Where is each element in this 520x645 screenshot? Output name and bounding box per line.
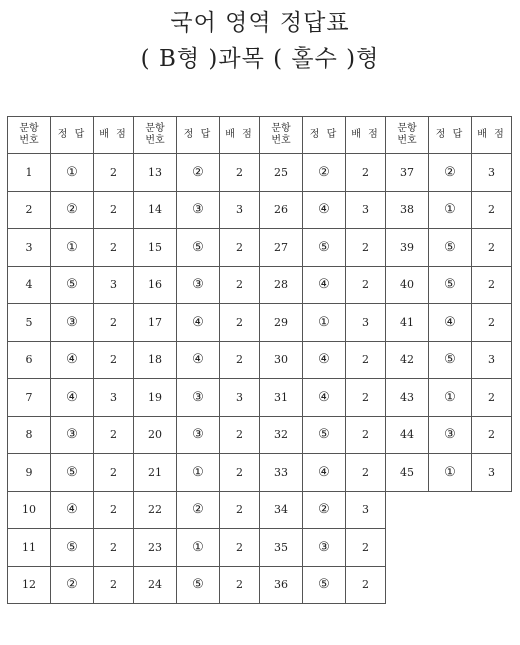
question-number-cell: 14 [134, 191, 177, 229]
points-cell: 3 [472, 341, 512, 379]
points-cell: 3 [346, 491, 386, 529]
table-row [8, 266, 512, 304]
answer-cell: ② [177, 154, 220, 192]
empty-cell [472, 491, 512, 529]
answer-cell: ③ [177, 266, 220, 304]
question-number-cell: 41 [386, 304, 429, 342]
points-cell: 2 [346, 416, 386, 454]
subtitle-subject: 과목 [218, 46, 265, 72]
question-number-cell: 35 [260, 529, 303, 567]
points-cell: 3 [472, 454, 512, 492]
table-row [8, 304, 512, 342]
answer-cell: ③ [51, 304, 94, 342]
question-number-cell: 25 [260, 154, 303, 192]
question-number-cell: 8 [8, 416, 51, 454]
answer-cell: ④ [303, 266, 346, 304]
answer-cell: ② [303, 154, 346, 192]
question-number-cell: 4 [8, 266, 51, 304]
question-number-cell: 1 [8, 154, 51, 192]
answer-cell: ④ [51, 379, 94, 417]
table-row [8, 529, 512, 567]
points-cell: 2 [94, 454, 134, 492]
question-number-cell: 3 [8, 229, 51, 267]
answer-cell: ④ [303, 191, 346, 229]
header-question-number: 문항 번호 [134, 117, 177, 154]
points-cell: 3 [94, 379, 134, 417]
answer-cell: ④ [51, 341, 94, 379]
header-answer: 정 답 [51, 117, 94, 154]
question-number-cell: 26 [260, 191, 303, 229]
answer-cell: ⑤ [303, 416, 346, 454]
header-points: 배 점 [94, 117, 134, 154]
answer-cell: ③ [429, 416, 472, 454]
points-cell: 2 [94, 154, 134, 192]
answer-cell: ④ [177, 304, 220, 342]
answer-cell: ③ [303, 529, 346, 567]
answer-cell: ④ [177, 341, 220, 379]
answer-cell: ④ [51, 491, 94, 529]
points-cell: 3 [346, 191, 386, 229]
question-number-cell: 44 [386, 416, 429, 454]
question-number-cell: 21 [134, 454, 177, 492]
answer-cell: ③ [177, 416, 220, 454]
question-number-cell: 45 [386, 454, 429, 492]
question-number-cell: 17 [134, 304, 177, 342]
answer-cell: ② [177, 491, 220, 529]
header-question-number: 문항 번호 [8, 117, 51, 154]
answer-cell: ④ [303, 379, 346, 417]
question-number-cell: 37 [386, 154, 429, 192]
answer-cell: ① [429, 191, 472, 229]
answer-table [7, 116, 512, 604]
points-cell: 2 [220, 529, 260, 567]
points-cell: 3 [94, 266, 134, 304]
answer-cell: ⑤ [429, 229, 472, 267]
question-number-cell: 18 [134, 341, 177, 379]
points-cell: 2 [94, 341, 134, 379]
table-row [8, 154, 512, 192]
answer-cell: ① [429, 379, 472, 417]
points-cell: 2 [346, 154, 386, 192]
answer-cell: ⑤ [51, 454, 94, 492]
empty-cell [429, 491, 472, 529]
table-row [8, 491, 512, 529]
answer-cell: ⑤ [51, 529, 94, 567]
question-number-cell: 15 [134, 229, 177, 267]
table-row [8, 566, 512, 604]
question-number-cell: 11 [8, 529, 51, 567]
points-cell: 2 [220, 491, 260, 529]
answer-cell: ② [51, 191, 94, 229]
question-number-cell: 9 [8, 454, 51, 492]
answer-cell: ① [303, 304, 346, 342]
table-row [8, 191, 512, 229]
answer-cell: ③ [177, 191, 220, 229]
header-row [8, 117, 512, 154]
header-points: 배 점 [346, 117, 386, 154]
question-number-cell: 28 [260, 266, 303, 304]
empty-cell [429, 566, 472, 604]
answer-cell: ② [429, 154, 472, 192]
table-row [8, 341, 512, 379]
points-cell: 2 [472, 191, 512, 229]
points-cell: 2 [220, 566, 260, 604]
answer-cell: ④ [303, 341, 346, 379]
points-cell: 2 [346, 566, 386, 604]
points-cell: 3 [220, 191, 260, 229]
question-number-cell: 33 [260, 454, 303, 492]
header-points: 배 점 [472, 117, 512, 154]
answer-cell: ① [177, 529, 220, 567]
points-cell: 2 [94, 566, 134, 604]
points-cell: 2 [94, 416, 134, 454]
question-number-cell: 32 [260, 416, 303, 454]
question-number-cell: 2 [8, 191, 51, 229]
points-cell: 2 [220, 229, 260, 267]
answer-cell: ⑤ [303, 229, 346, 267]
answer-cell: ② [51, 566, 94, 604]
question-number-cell: 13 [134, 154, 177, 192]
question-number-cell: 29 [260, 304, 303, 342]
answer-cell: ⑤ [429, 341, 472, 379]
points-cell: 2 [472, 266, 512, 304]
points-cell: 2 [472, 304, 512, 342]
question-number-cell: 42 [386, 341, 429, 379]
answer-cell: ④ [303, 454, 346, 492]
header-answer: 정 답 [177, 117, 220, 154]
points-cell: 2 [472, 229, 512, 267]
points-cell: 2 [220, 341, 260, 379]
question-number-cell: 7 [8, 379, 51, 417]
question-number-cell: 39 [386, 229, 429, 267]
question-number-cell: 40 [386, 266, 429, 304]
header-answer: 정 답 [429, 117, 472, 154]
points-cell: 2 [346, 266, 386, 304]
points-cell: 2 [94, 191, 134, 229]
answer-cell: ④ [429, 304, 472, 342]
points-cell: 2 [346, 229, 386, 267]
header-question-number: 문항 번호 [386, 117, 429, 154]
answer-cell: ⑤ [177, 229, 220, 267]
points-cell: 2 [94, 229, 134, 267]
points-cell: 2 [220, 416, 260, 454]
points-cell: 3 [472, 154, 512, 192]
answer-cell: ① [51, 229, 94, 267]
question-number-cell: 20 [134, 416, 177, 454]
question-number-cell: 30 [260, 341, 303, 379]
question-number-cell: 16 [134, 266, 177, 304]
question-number-cell: 10 [8, 491, 51, 529]
question-number-cell: 34 [260, 491, 303, 529]
question-number-cell: 19 [134, 379, 177, 417]
points-cell: 2 [220, 266, 260, 304]
header-points: 배 점 [220, 117, 260, 154]
page-title: 국어 영역 정답표 [170, 10, 350, 36]
points-cell: 2 [346, 379, 386, 417]
points-cell: 2 [472, 416, 512, 454]
question-number-cell: 31 [260, 379, 303, 417]
table-row [8, 229, 512, 267]
empty-cell [472, 566, 512, 604]
empty-cell [386, 491, 429, 529]
question-number-cell: 12 [8, 566, 51, 604]
points-cell: 2 [94, 304, 134, 342]
question-number-cell: 22 [134, 491, 177, 529]
points-cell: 2 [346, 529, 386, 567]
answer-cell: ① [51, 154, 94, 192]
table-row [8, 416, 512, 454]
subtitle-suffix: 형 [356, 46, 380, 72]
page-subtitle [0, 40, 520, 73]
header-question-number: 문항 번호 [260, 117, 303, 154]
question-number-cell: 24 [134, 566, 177, 604]
points-cell: 2 [346, 341, 386, 379]
points-cell: 3 [220, 379, 260, 417]
answer-cell: ② [303, 491, 346, 529]
answer-cell: ① [177, 454, 220, 492]
answer-cell: ⑤ [429, 266, 472, 304]
subtitle-parity: ( 홀수 ) [273, 46, 357, 72]
question-number-cell: 23 [134, 529, 177, 567]
points-cell: 2 [94, 491, 134, 529]
empty-cell [472, 529, 512, 567]
points-cell: 2 [472, 379, 512, 417]
answer-cell: ⑤ [51, 266, 94, 304]
empty-cell [386, 529, 429, 567]
header-answer: 정 답 [303, 117, 346, 154]
table-row [8, 379, 512, 417]
points-cell: 2 [94, 529, 134, 567]
empty-cell [386, 566, 429, 604]
question-number-cell: 5 [8, 304, 51, 342]
points-cell: 2 [220, 154, 260, 192]
answer-cell: ① [429, 454, 472, 492]
points-cell: 3 [346, 304, 386, 342]
question-number-cell: 43 [386, 379, 429, 417]
answer-cell: ⑤ [303, 566, 346, 604]
table-row [8, 454, 512, 492]
empty-cell [429, 529, 472, 567]
question-number-cell: 38 [386, 191, 429, 229]
question-number-cell: 36 [260, 566, 303, 604]
question-number-cell: 27 [260, 229, 303, 267]
points-cell: 2 [346, 454, 386, 492]
answer-cell: ⑤ [177, 566, 220, 604]
points-cell: 2 [220, 304, 260, 342]
answer-cell: ③ [177, 379, 220, 417]
question-number-cell: 6 [8, 341, 51, 379]
points-cell: 2 [220, 454, 260, 492]
answer-cell: ③ [51, 416, 94, 454]
subtitle-type: ( B형 ) [140, 46, 219, 72]
